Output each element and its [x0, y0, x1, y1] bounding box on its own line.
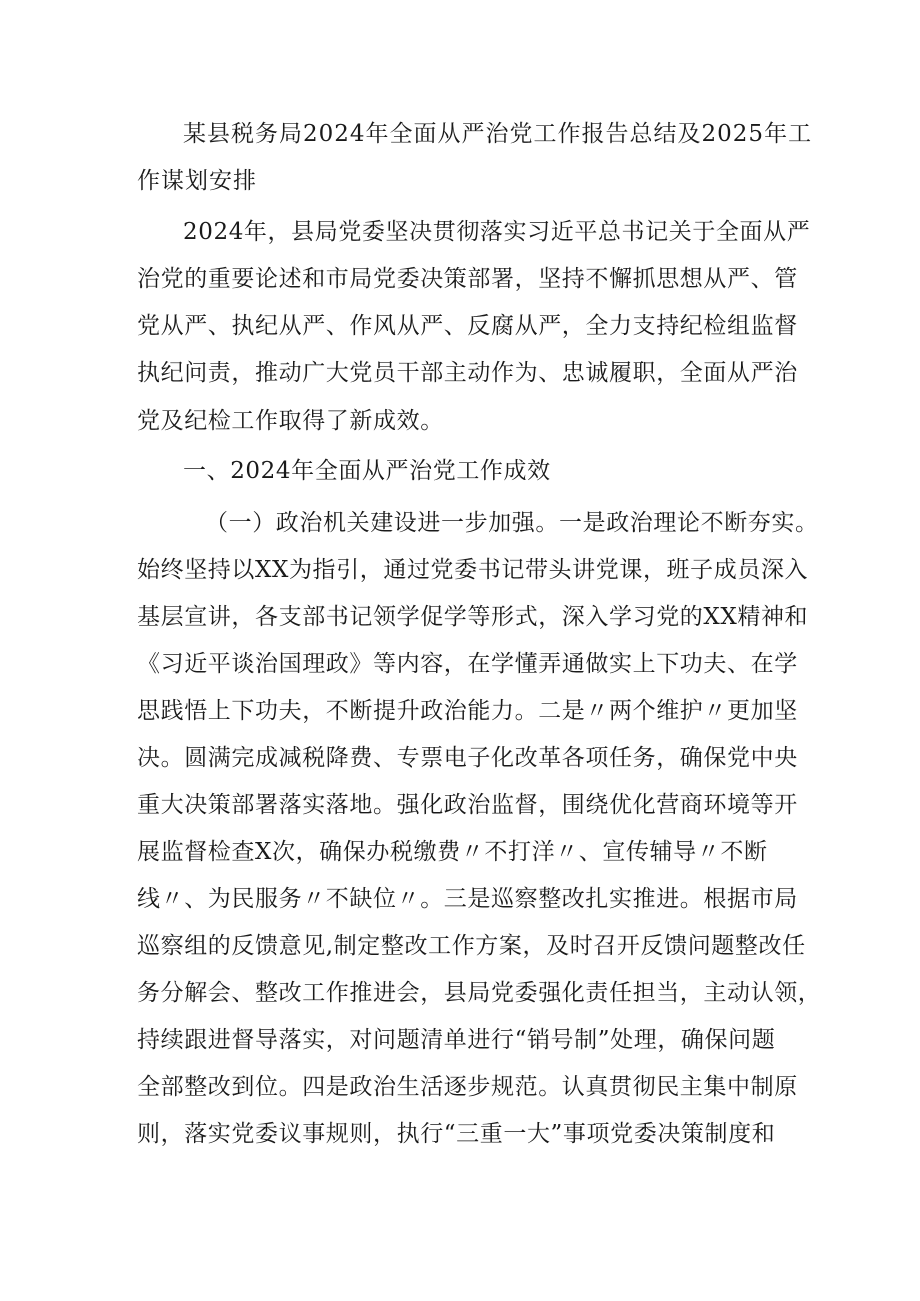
body-line-14: 则，落实党委议事规则，执行“三重一大”事项党委决策制度和	[137, 1121, 776, 1147]
body-line-8: 展监督检查X次，确保办税缴费〃不打洋〃、宣传辅导〃不断	[137, 839, 768, 865]
intro-line-4: 执纪问责，推动广大党员干部主动作为、忠诚履职，全面从严治	[137, 360, 798, 386]
intro-line-2: 治党的重要论述和市局党委决策部署，坚持不懈抓思想从严、管	[137, 266, 798, 292]
intro-line-1: 2024年，县局党委坚决贯彻落实习近平总书记关于全面从严	[183, 219, 811, 245]
body-line-3: 基层宣讲，各支部书记领学促学等形式，深入学习党的XX精神和	[137, 604, 809, 630]
document-title-line-2: 作谋划安排	[137, 168, 257, 194]
body-line-13: 全部整改到位。四是政治生活逐步规范。认真贯彻民主集中制原	[137, 1074, 798, 1100]
intro-line-5: 党及纪检工作取得了新成效。	[137, 408, 444, 434]
body-line-6: 决。圆满完成减税降费、专票电子化改革各项任务，确保党中央	[137, 745, 798, 771]
intro-line-3: 党从严、执纪从严、作风从严、反腐从严，全力支持纪检组监督	[137, 313, 798, 339]
document-title-line-1: 某县税务局2024年全面从严治党工作报告总结及2025年工	[183, 121, 813, 147]
body-line-2: 始终坚持以XX为指引，通过党委书记带头讲党课，班子成员深入	[137, 557, 809, 583]
body-line-10: 巡察组的反馈意见,制定整改工作方案，及时召开反馈问题整改任	[137, 933, 806, 959]
body-line-4: 《习近平谈治国理政》等内容，在学懂弄通做实上下功夫、在学	[137, 651, 798, 677]
body-line-7: 重大决策部署落实落地。强化政治监督，围绕优化营商环境等开	[137, 792, 798, 818]
body-line-12: 持续跟进督导落实，对问题清单进行“销号制”处理，确保问题	[137, 1027, 776, 1053]
section-heading: 一、2024年全面从严治党工作成效	[183, 458, 551, 484]
body-line-1: （一）政治机关建设进一步加强。一是政治理论不断夯实。	[205, 510, 819, 536]
body-line-9: 线〃、为民服务〃不缺位〃。三是巡察整改扎实推进。根据市局	[137, 886, 798, 912]
body-line-5: 思践悟上下功夫，不断提升政治能力。二是〃两个维护〃更加坚	[137, 698, 798, 724]
body-line-11: 务分解会、整改工作推进会，县局党委强化责任担当，主动认领，	[137, 980, 822, 1006]
